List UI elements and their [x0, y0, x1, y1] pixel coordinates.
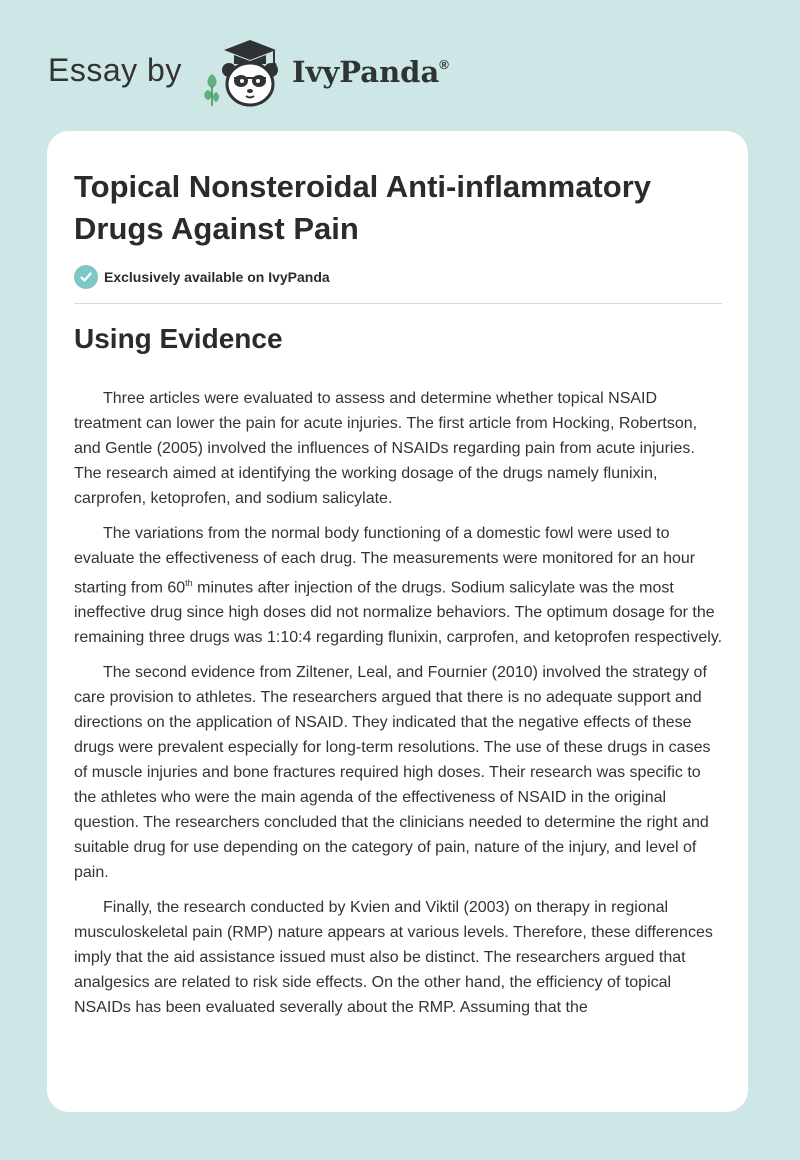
paragraph-2-part-a: The variations from the normal body functioning of a domestic fowl were used to evaluate the effectiveness of each drug. The measurements were monitored for an hour starting from 60 [74, 525, 696, 597]
article-body [74, 386, 726, 1030]
brand-name[interactable] [292, 55, 449, 89]
ordinal-suffix: th [185, 578, 193, 588]
ivy-leaf-icon [204, 74, 219, 106]
paragraph-4: Finally, the research conducted by Kvien and Viktil (2003) on therapy in regional musculoskeletal pain (RMP) nature appears at various levels. Therefore, these differences imply that the aid assistance issued must also be distinct. The researchers argued that analgesics are related to risk side effects. On the other hand, the efficiency of topical NSAIDs has been evaluated severally about the RMP. Assuming that the [74, 899, 713, 1017]
site-header [0, 0, 800, 128]
essay-by-label: Essay by [48, 52, 182, 88]
badge-label: Exclusively available on IvyPanda [104, 269, 330, 285]
divider [74, 303, 722, 304]
brand-text: IvyPanda [292, 55, 440, 89]
article-card [47, 131, 748, 1112]
exclusive-badge [74, 264, 330, 290]
paragraph-2-part-b: minutes after injection of the drugs. Sodium salicylate was the most ineffective drug since high doses did not normalize behaviors. The optimum dosage for the remaining three drugs was 1:10:4 regarding flunixin, carprofen, and ketoprofen respectively. [74, 579, 723, 647]
paragraph-2 [74, 521, 726, 650]
check-circle-icon [74, 265, 98, 289]
paragraph-3: The second evidence from Ziltener, Leal, and Fournier (2010) involved the strategy of care provision to athletes. The researchers argued that there is no adequate support and directions on the application of NSAID. They indicated that the negative effects of these drugs were prevalent especially for long-term resolutions. The use of these drugs in cases of muscle injuries and bone fractures required high doses. Their research was specific to the athletes who were the main agenda of the effectiveness of NSAID in the original question. The researchers concluded that the clinicians needed to determine the right and suitable drug for use depending on the category of pain, nature of the injury, and level of pain. [74, 664, 711, 882]
paragraph-1: Three articles were evaluated to assess and determine whether topical NSAID treatment can lower the pain for acute injuries. The first article from Hocking, Robertson, and Gentle (2005) involved the influences of NSAIDs regarding pain from acute injuries. The research aimed at identifying the working dosage of the drugs namely flunixin, carprofen, ketoprofen, and sodium salicylate. [74, 390, 698, 507]
section-title: Using Evidence [74, 323, 283, 354]
registered-mark: ® [439, 57, 449, 72]
article-title: Topical Nonsteroidal Anti-inflammatory Drugs Against Pain [74, 169, 651, 246]
panda-graduate-icon[interactable] [200, 34, 292, 110]
